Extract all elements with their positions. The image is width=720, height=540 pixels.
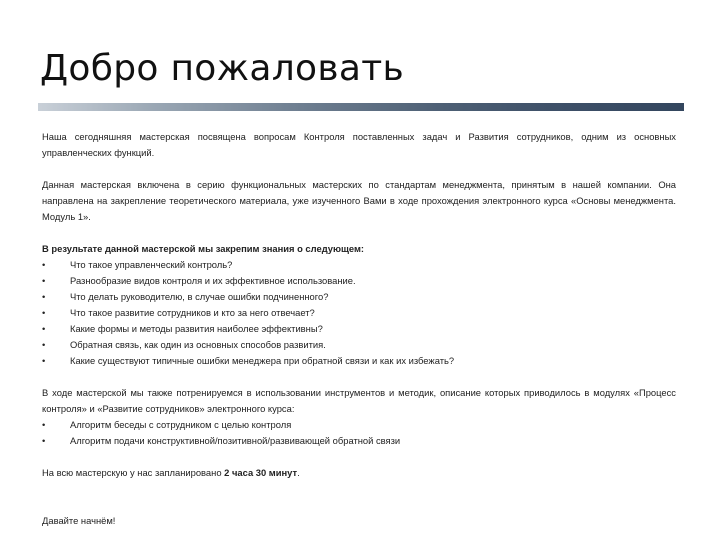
bullet-icon: • [42,435,46,446]
bullet-icon: • [42,259,46,270]
duration-prefix: На всю мастерскую у нас запланировано [42,467,225,478]
list-item-text: Что делать руководителю, в случае ошибки подчиненного? [70,291,329,302]
list-item [42,289,676,305]
list-item [42,337,676,353]
list-item-text: Разнообразие видов контроля и их эффективное использование. [70,275,356,286]
list-item-text: Что такое развитие сотрудников и кто за него отвечает? [70,307,315,318]
bullet-icon: • [42,307,46,318]
bullet-icon: • [42,355,46,366]
series-paragraph: Данная мастерская включена в серию функциональных мастерских по стандартам менеджмента, принятым в нашей компании. Она направлена на закрепление теоретического материала, уже изученного Вами в ходе прохождения электронного курса «Основы менеджмента. Модуль 1». [42,179,676,222]
tools-list [42,417,676,449]
list-item [42,321,676,337]
duration-paragraph [42,465,676,481]
bullet-icon: • [42,419,46,430]
duration-suffix: . [297,467,300,478]
bullet-icon: • [42,323,46,334]
bullet-icon: • [42,275,46,286]
list-item-text: Алгоритм беседы с сотрудником с целью контроля [70,419,292,430]
list-item-text: Какие существуют типичные ошибки менеджера при обратной связи и как их избежать? [70,355,455,366]
list-item-text: Что такое управленческий контроль? [70,259,233,270]
outcomes-lead [42,241,676,257]
slide-body [42,129,676,529]
list-item [42,433,676,449]
list-item-text: Алгоритм подачи конструктивной/позитивной/развивающей обратной связи [70,435,401,446]
list-item-text: Обратная связь, как один из основных способов развития. [70,339,326,350]
list-item [42,305,676,321]
practice-paragraph: В ходе мастерской мы также потренируемся в использовании инструментов и методик, описание которых приводилось в модулях «Процесс контроля» и «Развитие сотрудников» электронного курса: [42,387,676,414]
slide-title: Добро пожаловать [40,48,405,89]
list-item [42,353,676,369]
list-item [42,273,676,289]
outcomes-lead-text: В результате данной мастерской мы закрепим знания о следующем: [42,243,365,254]
duration-value: 2 часа 30 минут [224,467,298,478]
closing-line: Давайте начнём! [42,515,116,526]
intro-paragraph: Наша сегодняшняя мастерская посвящена вопросам Контроля поставленных задач и Развития сотрудников, одним из основных управленческих функций. [42,131,676,158]
list-item [42,257,676,273]
list-item-text: Какие формы и методы развития наиболее эффективны? [70,323,323,334]
title-underline-bar [38,103,684,111]
bullet-icon: • [42,339,46,350]
bullet-icon: • [42,291,46,302]
list-item [42,417,676,433]
outcomes-list [42,257,676,369]
